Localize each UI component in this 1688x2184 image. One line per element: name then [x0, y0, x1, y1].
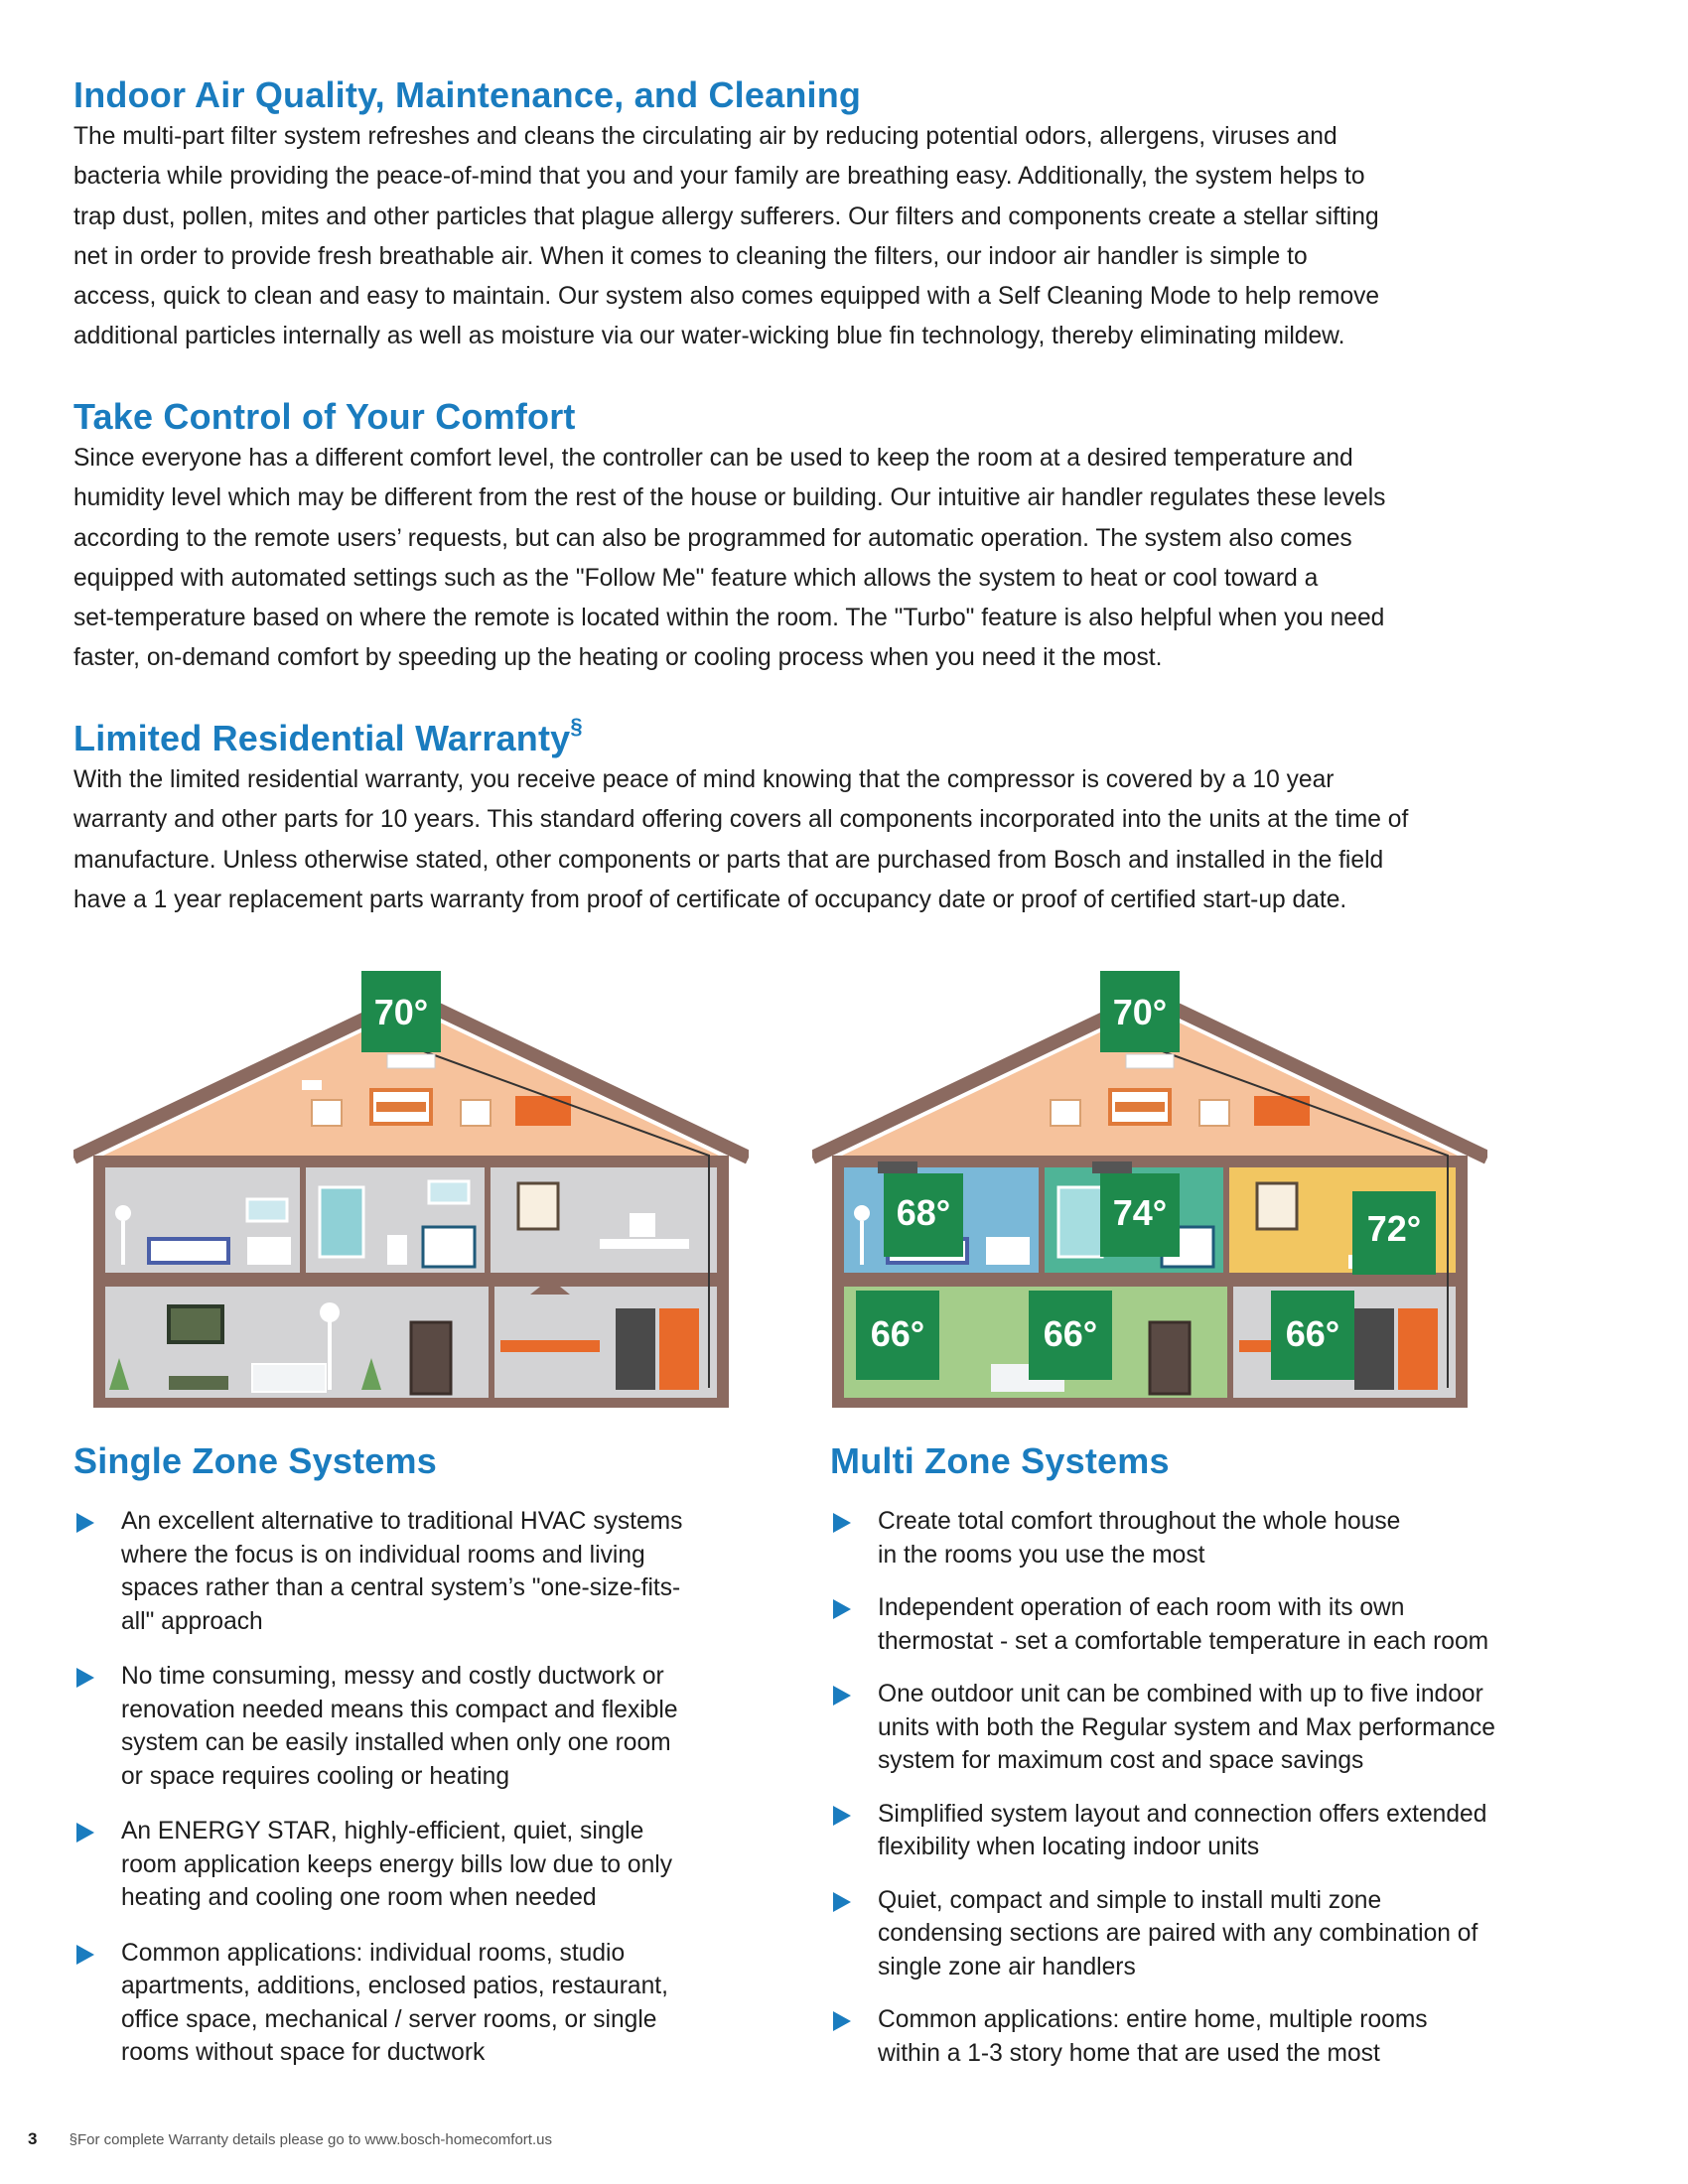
- section-heading: Indoor Air Quality, Maintenance, and Cleaning: [73, 74, 862, 115]
- attic-shelf: [515, 1096, 571, 1126]
- list-item: One outdoor unit can be combined with up to five indoor units with both the Regular system and Max performance system for maximum cost and space savings: [830, 1678, 1624, 1778]
- body-line: net in order to provide fresh breathable air. When it comes to cleaning the filters, our indoor air handler is simple to: [73, 242, 1308, 270]
- thermostat-reading: 70°: [373, 992, 429, 1032]
- list-item: Common applications: entire home, multiple rooms within a 1-3 story home that are used the most: [830, 2003, 1624, 2070]
- triangle-bullet-icon: [833, 1513, 851, 1533]
- body-line: warranty and other parts for 10 years. This standard offering covers all components incorporated into the units at the time of: [73, 806, 1409, 834]
- thermostat-reading: 72°: [1366, 1208, 1422, 1249]
- section-comfort-control: [73, 395, 1583, 679]
- section-heading: Take Control of Your Comfort: [73, 396, 576, 437]
- body-line: The multi-part filter system refreshes and cleans the circulating air by reducing potential odors, allergens, viruses and: [73, 123, 1337, 150]
- thermostat-reading: 66°: [1043, 1313, 1098, 1354]
- body-line: have a 1 year replacement parts warranty from proof of certificate of occupancy date or proof of certified start-up date.: [73, 886, 1347, 913]
- list-item: Simplified system layout and connection offers extended flexibility when locating indoor units: [830, 1798, 1624, 1864]
- triangle-bullet-icon: [76, 1513, 94, 1533]
- section-mark: §: [570, 714, 583, 739]
- multi-zone-house-illustration: [812, 971, 1487, 1433]
- list-item: An excellent alternative to traditional HVAC systems where the focus is on individual rooms and living spaces rather than a central system’s "one-size-fits- all" approach: [73, 1505, 769, 1638]
- list-item: Common applications: individual rooms, studio apartments, additions, enclosed patios, restaurant, office space, mechanical / server rooms, or single rooms without space for ductwork: [73, 1937, 769, 2070]
- single-zone-list: [73, 1505, 769, 2070]
- section-body: [73, 439, 1583, 679]
- list-item: Independent operation of each room with its own thermostat - set a comfortable temperature in each room: [830, 1591, 1624, 1658]
- heading-text: Limited Residential Warranty: [73, 718, 571, 758]
- body-line: manufacture. Unless otherwise stated, other components or parts that are purchased from Bosch and installed in the field: [73, 846, 1384, 874]
- body-line: Since everyone has a different comfort level, the controller can be used to keep the room at a desired temperature and: [73, 445, 1353, 472]
- triangle-bullet-icon: [833, 1686, 851, 1706]
- triangle-bullet-icon: [833, 2011, 851, 2031]
- page-footer: [28, 2129, 552, 2149]
- list-item: An ENERGY STAR, highly-efficient, quiet, single room application keeps energy bills low due to only heating and cooling one room when needed: [73, 1815, 769, 1915]
- triangle-bullet-icon: [76, 1823, 94, 1843]
- attic-shelf: [1254, 1096, 1310, 1126]
- column-heading: Single Zone Systems: [73, 1440, 437, 1481]
- triangle-bullet-icon: [833, 1806, 851, 1826]
- multi-zone-list: [830, 1505, 1624, 2070]
- section-warranty: [73, 714, 1583, 920]
- body-line: humidity level which may be different from the rest of the house or building. Our intuitive air handler regulates these levels: [73, 484, 1386, 512]
- single-zone-column: [73, 1439, 769, 2070]
- body-line: set-temperature based on where the remote is located within the room. The "Turbo" feature is also helpful when you need: [73, 605, 1385, 632]
- page-number: 3: [28, 2129, 38, 2148]
- body-line: according to the remote users’ requests, but can also be programmed for automatic operation. The system also comes: [73, 524, 1352, 552]
- triangle-bullet-icon: [76, 1945, 94, 1965]
- list-item: No time consuming, messy and costly ductwork or renovation needed means this compact and flexible system can be easily installed when only one room or space requires cooling or heating: [73, 1660, 769, 1793]
- triangle-bullet-icon: [76, 1668, 94, 1688]
- section-air-quality: [73, 73, 1583, 357]
- body-line: additional particles internally as well as moisture via our water-wicking blue fin technology, thereby eliminating mildew.: [73, 323, 1345, 350]
- triangle-bullet-icon: [833, 1892, 851, 1912]
- triangle-bullet-icon: [833, 1599, 851, 1619]
- warranty-footnote: §For complete Warranty details please go to www.bosch-homecomfort.us: [69, 2131, 552, 2148]
- body-line: With the limited residential warranty, you receive peace of mind knowing that the compressor is covered by a 10 year: [73, 766, 1335, 793]
- list-item: Create total comfort throughout the whole house in the rooms you use the most: [830, 1505, 1624, 1571]
- thermostat-reading: 74°: [1112, 1192, 1168, 1233]
- body-line: trap dust, pollen, mites and other particles that plague allergy sufferers. Our filters and components create a stellar sifting: [73, 203, 1379, 230]
- thermostat-reading: 66°: [1285, 1313, 1340, 1354]
- body-line: equipped with automated settings such as the "Follow Me" feature which allows the system to heat or cool toward a: [73, 564, 1319, 592]
- thermostat-reading: 66°: [870, 1313, 925, 1354]
- single-zone-house-illustration: [73, 971, 749, 1433]
- column-heading: Multi Zone Systems: [830, 1440, 1170, 1481]
- thermostat-reading: 70°: [1112, 992, 1168, 1032]
- section-heading: [73, 714, 1583, 760]
- body-line: access, quick to clean and easy to maintain. Our system also comes equipped with a Self Cleaning Mode to help remove: [73, 283, 1380, 311]
- list-item: Quiet, compact and simple to install multi zone condensing sections are paired with any combination of single zone air handlers: [830, 1884, 1624, 1984]
- body-line: faster, on-demand comfort by speeding up the heating or cooling process when you need it the most.: [73, 644, 1163, 672]
- section-body: [73, 117, 1583, 357]
- multi-zone-column: [830, 1439, 1624, 2070]
- thermostat-reading: 68°: [896, 1192, 951, 1233]
- section-body: [73, 760, 1583, 920]
- body-line: bacteria while providing the peace-of-mind that you and your family are breathing easy. Additionally, the system helps to: [73, 163, 1365, 191]
